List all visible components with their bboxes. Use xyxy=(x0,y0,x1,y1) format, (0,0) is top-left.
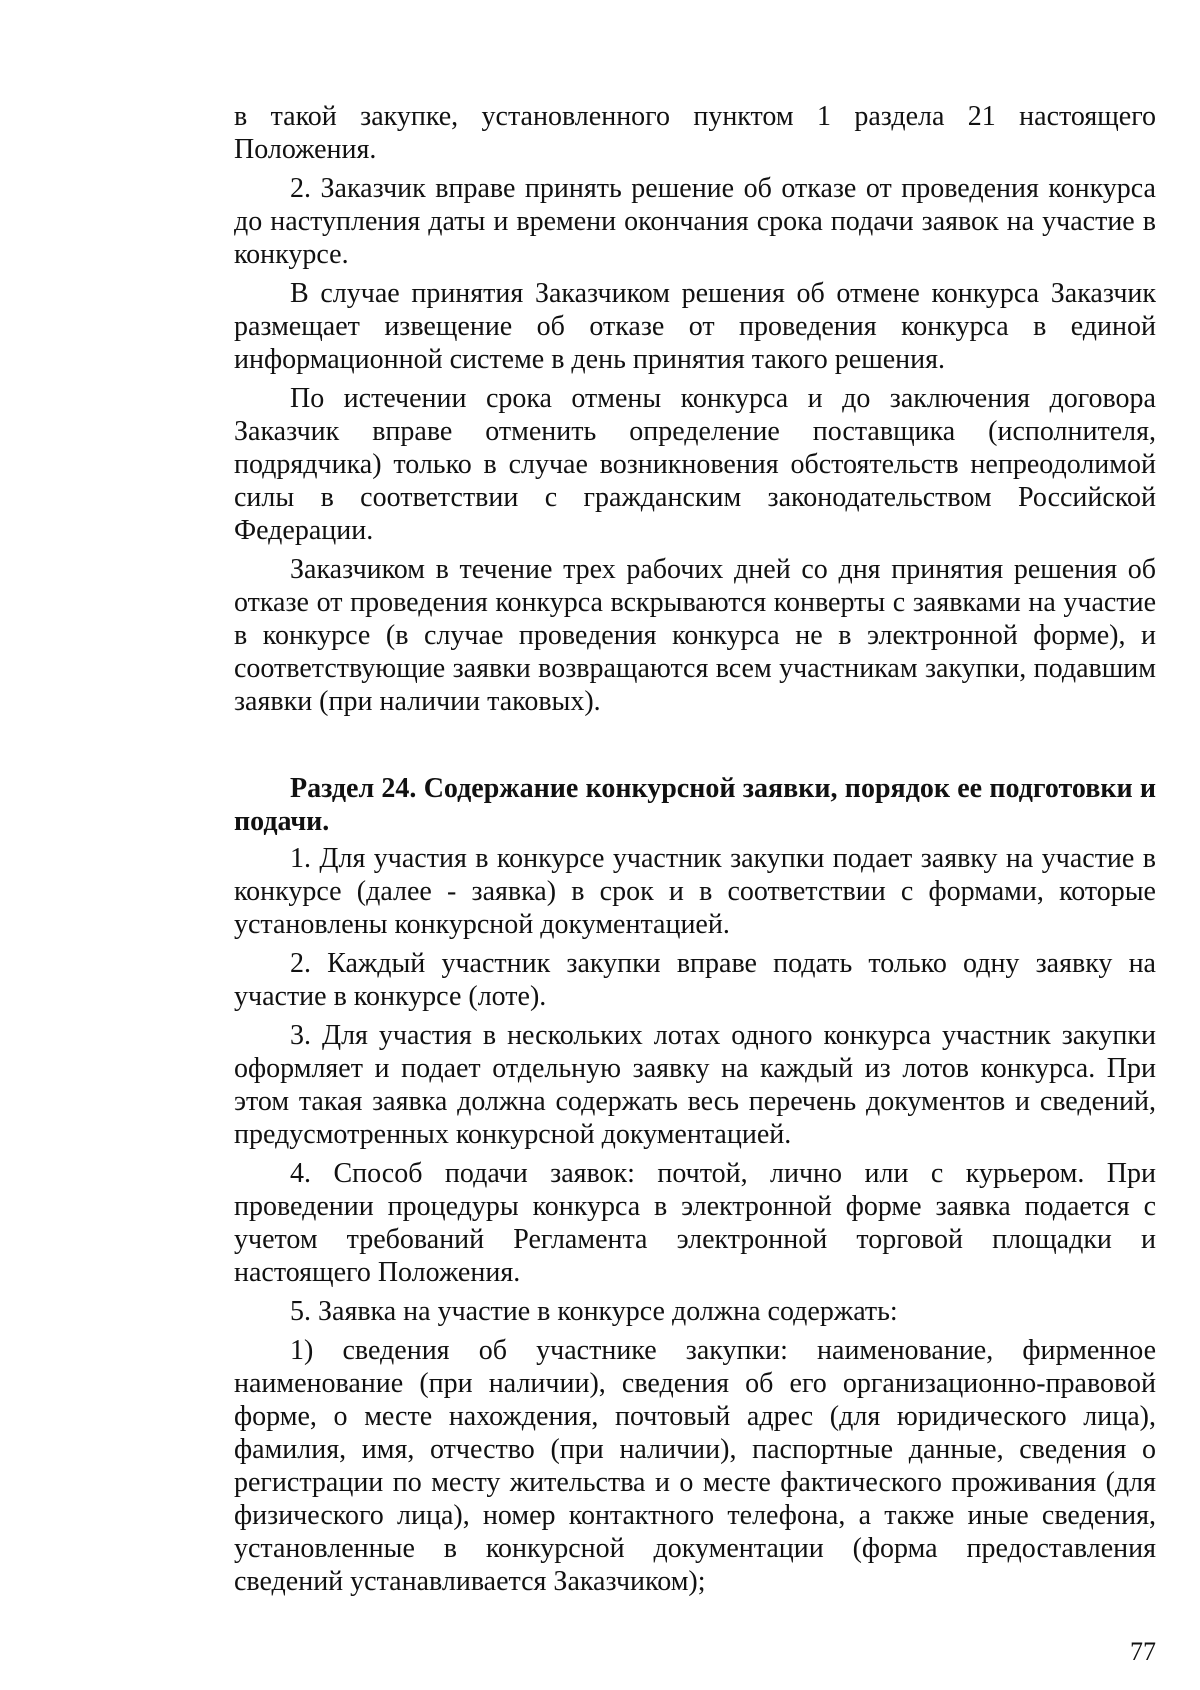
document-page xyxy=(234,100,1156,1604)
paragraph-continuation: в такой закупке, установленного пунктом 1 раздела 21 настоящего Положения. xyxy=(234,101,1156,165)
section-heading: Раздел 24. Содержание конкурсной заявки, порядок ее подготовки и подачи. xyxy=(234,773,1156,837)
paragraph-item-2: 2. Заказчик вправе принять решение об отказе от проведения конкурса до наступления даты и времени окончания срока подачи заявок на участие в конкурсе. xyxy=(234,173,1156,270)
paragraph-section-item-3: 3. Для участия в нескольких лотах одного конкурса участник закупки оформляет и подает отдельную заявку на каждый из лотов конкурса. При этом такая заявка должна содержать весь перечень документов и сведений, предусмотренных конкурсной документацией. xyxy=(234,1020,1156,1150)
paragraph-force-majeure: По истечении срока отмены конкурса и до заключения договора Заказчик вправе отменить определение поставщика (исполнителя, подрядчика) только в случае возникновения обстоятельств непреодолимой силы в соответствии с гражданским законодательством Российской Федерации. xyxy=(234,383,1156,546)
page-number: 77 xyxy=(1130,1637,1156,1666)
paragraph-section-item-4: 4. Способ подачи заявок: почтой, лично или с курьером. При проведении процедуры конкурса в электронной форме заявка подается с учетом требований Регламента электронной торговой площадки и настоящего Положения. xyxy=(234,1158,1156,1288)
paragraph-section-item-5: 5. Заявка на участие в конкурсе должна содержать: xyxy=(290,1296,898,1327)
paragraph-envelopes: Заказчиком в течение трех рабочих дней со дня принятия решения об отказе от проведения конкурса вскрываются конверты с заявками на участие в конкурсе (в случае проведения конкурса не в электронной форме), и соответствующие заявки возвращаются всем участникам закупки, подавшим заявки (при наличии таковых). xyxy=(234,554,1156,717)
paragraph-section-item-1: 1. Для участия в конкурсе участник закупки подает заявку на участие в конкурсе (далее - заявка) в срок и в соответствии с формами, которые установлены конкурсной документацией. xyxy=(234,843,1156,940)
paragraph-section-item-2: 2. Каждый участник закупки вправе подать только одну заявку на участие в конкурсе (лоте). xyxy=(234,948,1156,1012)
paragraph-section-subitem-1: 1) сведения об участнике закупки: наименование, фирменное наименование (при наличии), сведения об его организационно-правовой форме, о месте нахождения, почтовый адрес (для юридического лица), фамилия, имя, отчество (при наличии), паспортные данные, сведения о регистрации по месту жительства и о месте фактического проживания (для физического лица), номер контактного телефона, а также иные сведения, установленные в конкурсной документации (форма предоставления сведений устанавливается Заказчиком); xyxy=(234,1335,1156,1597)
paragraph-cancel-notice: В случае принятия Заказчиком решения об отмене конкурса Заказчик размещает извещение об отказе от проведения конкурса в единой информационной системе в день принятия такого решения. xyxy=(234,278,1156,375)
